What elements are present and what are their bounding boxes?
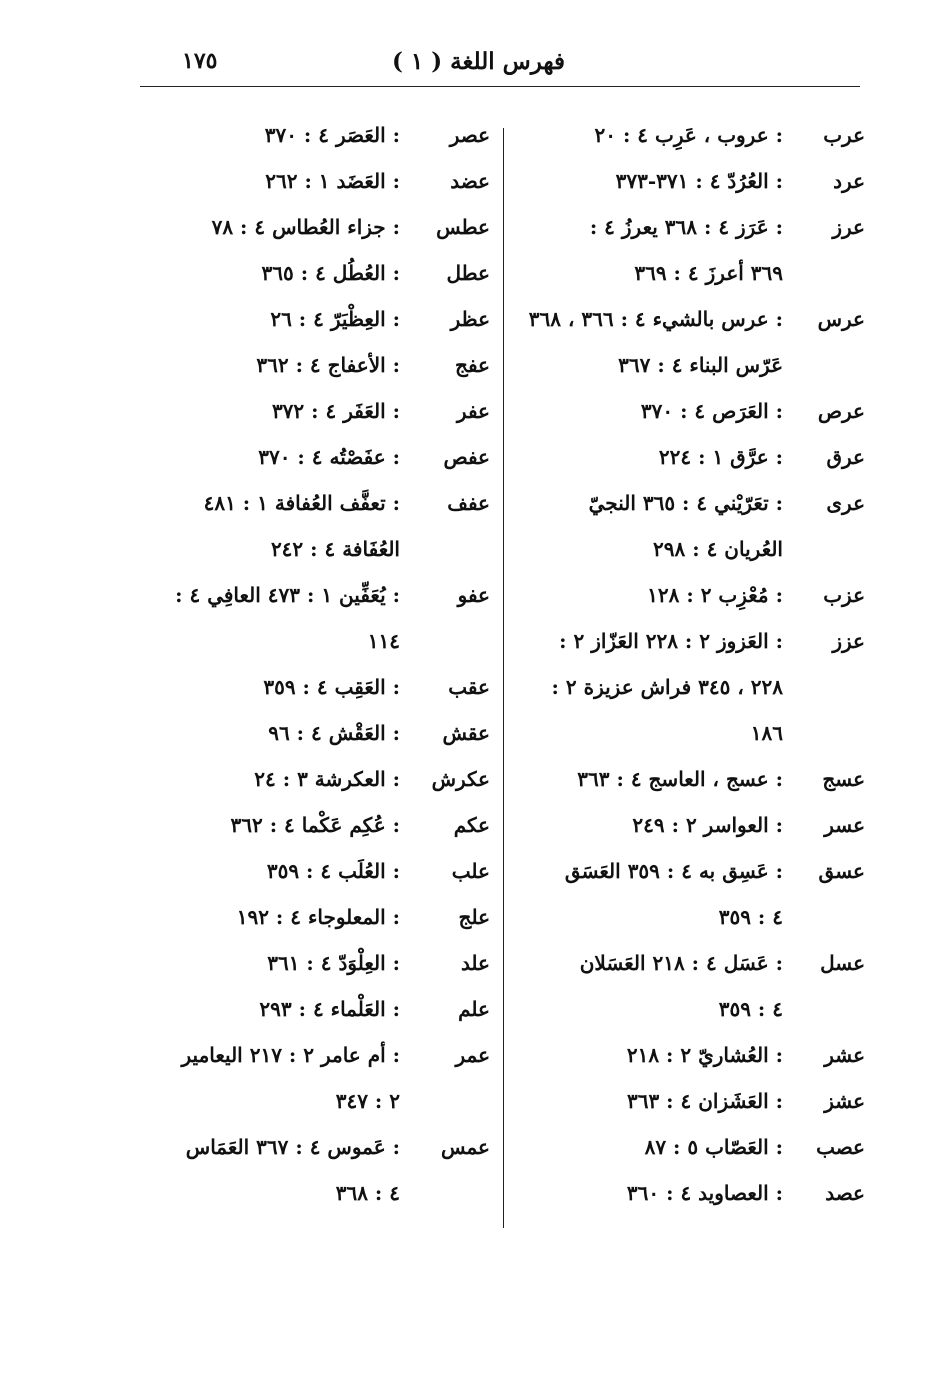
entry-row bbox=[520, 848, 865, 894]
entry-references: : عرَّق ١ : ٢٢٤ bbox=[658, 445, 783, 469]
entry-root-word: عصر bbox=[449, 123, 490, 147]
entry-row bbox=[140, 1032, 490, 1078]
entry-root-word: عسج bbox=[822, 767, 865, 791]
entry-root-word: عقب bbox=[448, 675, 490, 699]
entry-row bbox=[520, 480, 865, 526]
index-entry bbox=[140, 802, 490, 848]
index-entry bbox=[140, 388, 490, 434]
entry-references: : العِلْوَدّ ٤ : ٣٦١ bbox=[267, 951, 400, 975]
index-entry bbox=[520, 388, 865, 434]
index-entry bbox=[140, 112, 490, 158]
index-entry bbox=[520, 112, 865, 158]
entry-root-word: عسر bbox=[824, 813, 865, 837]
entry-row bbox=[140, 434, 490, 480]
entry-row bbox=[140, 664, 490, 710]
index-entry bbox=[140, 250, 490, 296]
entry-row bbox=[140, 388, 490, 434]
page-title: فهرس اللغة ( ١ ) bbox=[392, 48, 565, 75]
page-header bbox=[140, 48, 860, 88]
index-entry bbox=[140, 158, 490, 204]
header-rule bbox=[140, 86, 860, 87]
entry-root-word: عسل bbox=[820, 951, 865, 975]
entry-row bbox=[140, 894, 490, 940]
index-entry bbox=[520, 158, 865, 204]
index-entry bbox=[520, 296, 865, 388]
index-entry bbox=[520, 1078, 865, 1124]
entry-references-continued: ١١٤ bbox=[367, 629, 400, 653]
entry-row bbox=[140, 342, 490, 388]
entry-row bbox=[140, 710, 490, 756]
entry-row bbox=[140, 986, 490, 1032]
entry-row bbox=[520, 434, 865, 480]
entry-references-continued: ١٨٦ bbox=[750, 721, 783, 745]
entry-references: : عَسَل ٤ : ٢١٨ العَسَلان bbox=[579, 951, 783, 975]
entry-references: : العَشَزان ٤ : ٣٦٣ bbox=[626, 1089, 783, 1113]
entry-root-word: علب bbox=[451, 859, 490, 883]
entry-root-word: علج bbox=[458, 905, 490, 929]
index-entry bbox=[520, 480, 865, 572]
entry-references: : عسج ، العاسج ٤ : ٣٦٣ bbox=[577, 767, 783, 791]
entry-continuation-row bbox=[520, 894, 865, 940]
entry-references: : جزاء العُطاس ٤ : ٧٨ bbox=[211, 215, 400, 239]
entry-root-word: عرد bbox=[833, 169, 865, 193]
entry-references: : عفَصْتُه ٤ : ٣٧٠ bbox=[258, 445, 400, 469]
entry-references: : العَفَر ٤ : ٣٧٢ bbox=[271, 399, 400, 423]
entry-root-word: عرس bbox=[817, 307, 865, 331]
entry-references-continued: ٤ : ٣٥٩ bbox=[718, 997, 783, 1021]
entry-references: : العِظْيَرّ ٤ : ٢٦ bbox=[270, 307, 400, 331]
entry-row bbox=[140, 296, 490, 342]
entry-root-word: عفص bbox=[443, 445, 490, 469]
index-entry bbox=[520, 1032, 865, 1078]
entry-references: : العُطُل ٤ : ٣٦٥ bbox=[261, 261, 400, 285]
entry-root-word: عرز bbox=[832, 215, 865, 239]
index-entry bbox=[140, 342, 490, 388]
entry-references: : عروب ، عَرِب ٤ : ٢٠ bbox=[594, 123, 783, 147]
entry-references: : عرس بالشيء ٤ : ٣٦٦ ، ٣٦٨ bbox=[528, 307, 783, 331]
column-divider bbox=[503, 128, 504, 1228]
entry-references-continued: ٣٦٩ أعرزَ ٤ : ٣٦٩ bbox=[634, 261, 783, 285]
entry-row bbox=[520, 940, 865, 986]
page-number: ١٧٥ bbox=[182, 48, 218, 74]
entry-root-word: عرى bbox=[826, 491, 865, 515]
entry-root-word: عسق bbox=[818, 859, 865, 883]
index-entry bbox=[140, 1124, 490, 1216]
index-entry bbox=[140, 848, 490, 894]
entry-root-word: عطس bbox=[436, 215, 490, 239]
index-entry bbox=[520, 848, 865, 940]
entry-references-continued: العُفَافة ٤ : ٢٤٢ bbox=[270, 537, 400, 561]
entry-row bbox=[140, 480, 490, 526]
index-entry bbox=[520, 802, 865, 848]
entry-row bbox=[520, 1170, 865, 1216]
entry-root-word: عشر bbox=[824, 1043, 865, 1067]
entry-references: : العَقْش ٤ : ٩٦ bbox=[268, 721, 400, 745]
entry-row bbox=[140, 572, 490, 618]
entry-row bbox=[140, 1124, 490, 1170]
index-entry bbox=[140, 204, 490, 250]
entry-row bbox=[520, 1124, 865, 1170]
entry-root-word: عكم bbox=[453, 813, 490, 837]
index-entry bbox=[140, 940, 490, 986]
entry-root-word: عفو bbox=[457, 583, 490, 607]
entry-row bbox=[140, 940, 490, 986]
entry-row bbox=[520, 756, 865, 802]
entry-root-word: عطل bbox=[446, 261, 490, 285]
index-entry bbox=[520, 618, 865, 756]
entry-references: : العَرَص ٤ : ٣٧٠ bbox=[640, 399, 783, 423]
entry-references: : تعفَّف العُفافة ١ : ٤٨١ bbox=[203, 491, 400, 515]
index-entry bbox=[140, 894, 490, 940]
entry-references: : العكرشة ٣ : ٢٤ bbox=[254, 767, 400, 791]
entry-row bbox=[520, 204, 865, 250]
entry-continuation-row bbox=[520, 342, 865, 388]
entry-references-continued: ٢ : ٣٤٧ bbox=[335, 1089, 400, 1113]
entry-root-word: عظر bbox=[450, 307, 490, 331]
entry-root-word: عرص bbox=[817, 399, 865, 423]
entry-root-word: عرب bbox=[823, 123, 865, 147]
entry-references: : العُلَب ٤ : ٣٥٩ bbox=[266, 859, 400, 883]
entry-continuation-row bbox=[520, 250, 865, 296]
entry-root-word: عكرش bbox=[431, 767, 490, 791]
entry-continuation-row bbox=[520, 986, 865, 1032]
entry-root-word: عصب bbox=[816, 1135, 865, 1159]
entry-continuation-row bbox=[520, 710, 865, 756]
entry-references: : العصاويد ٤ : ٣٦٠ bbox=[626, 1181, 783, 1205]
index-entry bbox=[140, 572, 490, 664]
entry-root-word: عمس bbox=[441, 1135, 490, 1159]
index-entry bbox=[140, 434, 490, 480]
entry-references: : العَصّاب ٥ : ٨٧ bbox=[644, 1135, 783, 1159]
index-column-right bbox=[520, 112, 865, 1216]
entry-row bbox=[520, 802, 865, 848]
entry-root-word: عزز bbox=[832, 629, 865, 653]
entry-references: : أم عامر ٢ : ٢١٧ اليعامير bbox=[181, 1043, 400, 1067]
index-entry bbox=[140, 480, 490, 572]
entry-references-continued: عَرّس البناء ٤ : ٣٦٧ bbox=[618, 353, 783, 377]
entry-references: : عَموس ٤ : ٣٦٧ العَمَاس bbox=[185, 1135, 400, 1159]
entry-root-word: عزب bbox=[823, 583, 865, 607]
index-entry bbox=[520, 940, 865, 1032]
entry-row bbox=[520, 296, 865, 342]
entry-references: : العَقِب ٤ : ٣٥٩ bbox=[263, 675, 400, 699]
entry-row bbox=[140, 848, 490, 894]
entry-row bbox=[140, 158, 490, 204]
entry-references: : مُعْزِب ٢ : ١٢٨ bbox=[647, 583, 783, 607]
index-entry bbox=[520, 756, 865, 802]
entry-row bbox=[520, 388, 865, 434]
index-entry bbox=[140, 986, 490, 1032]
entry-root-word: عضد bbox=[450, 169, 490, 193]
entry-root-word: عرق bbox=[826, 445, 865, 469]
entry-references: : الأعفاج ٤ : ٣٦٢ bbox=[256, 353, 400, 377]
entry-references: : العَصَر ٤ : ٣٧٠ bbox=[264, 123, 400, 147]
index-entry bbox=[140, 756, 490, 802]
index-entry bbox=[140, 296, 490, 342]
entry-references: : العَزوز ٢ : ٢٢٨ العَزّاز ٢ : bbox=[559, 629, 783, 653]
entry-references-continued: ٤ : ٣٥٩ bbox=[718, 905, 783, 929]
entry-references: : العَضَد ١ : ٢٦٢ bbox=[265, 169, 400, 193]
entry-references: : تعَرّيْني ٤ : ٣٦٥ النجيّ bbox=[588, 491, 783, 515]
entry-row bbox=[520, 618, 865, 664]
entry-references: : العَلْماء ٤ : ٢٩٣ bbox=[259, 997, 400, 1021]
entry-references: : العواسر ٢ : ٢٤٩ bbox=[632, 813, 783, 837]
index-entry bbox=[140, 1032, 490, 1124]
index-entry bbox=[140, 664, 490, 710]
index-entry bbox=[140, 710, 490, 756]
entry-row bbox=[140, 802, 490, 848]
entry-root-word: عفج bbox=[455, 353, 490, 377]
entry-row bbox=[520, 572, 865, 618]
entry-root-word: عفف bbox=[447, 491, 490, 515]
index-entry bbox=[520, 1124, 865, 1170]
entry-references-continued: ٤ : ٣٦٨ bbox=[335, 1181, 400, 1205]
entry-root-word: عفر bbox=[456, 399, 490, 423]
entry-root-word: عصد bbox=[825, 1181, 865, 1205]
entry-row bbox=[140, 250, 490, 296]
entry-continuation-row bbox=[140, 1170, 490, 1216]
entry-continuation-row bbox=[520, 526, 865, 572]
index-entry bbox=[520, 204, 865, 296]
entry-references: : المعلوجاء ٤ : ١٩٢ bbox=[236, 905, 400, 929]
entry-references: : عَسِق به ٤ : ٣٥٩ العَسَق bbox=[564, 859, 783, 883]
entry-references: : عَرَز ٤ : ٣٦٨ يعرزُ ٤ : bbox=[589, 215, 783, 239]
entry-root-word: علد bbox=[460, 951, 490, 975]
entry-continuation-row bbox=[140, 618, 490, 664]
index-entry bbox=[520, 572, 865, 618]
entry-references: : العُرُدّ ٤ : ٣٧١-٣٧٣ bbox=[615, 169, 783, 193]
entry-root-word: عقش bbox=[442, 721, 490, 745]
entry-continuation-row bbox=[140, 526, 490, 572]
index-entry bbox=[520, 1170, 865, 1216]
entry-row bbox=[520, 112, 865, 158]
index-entry bbox=[520, 434, 865, 480]
entry-row bbox=[140, 204, 490, 250]
entry-references: : العُشاريّ ٢ : ٢١٨ bbox=[626, 1043, 783, 1067]
entry-references-continued: العُريان ٤ : ٢٩٨ bbox=[653, 537, 783, 561]
entry-row bbox=[520, 1032, 865, 1078]
entry-continuation-row bbox=[520, 664, 865, 710]
entry-root-word: عمر bbox=[455, 1043, 490, 1067]
entry-row bbox=[520, 158, 865, 204]
entry-references-continued: ٢٢٨ ، ٣٤٥ فراش عزيزة ٢ : bbox=[551, 675, 783, 699]
entry-root-word: علم bbox=[458, 997, 490, 1021]
entry-root-word: عشز bbox=[824, 1089, 865, 1113]
entry-row bbox=[140, 112, 490, 158]
entry-row bbox=[520, 1078, 865, 1124]
entry-row bbox=[140, 756, 490, 802]
entry-references: : عُكِم عَكْما ٤ : ٣٦٢ bbox=[230, 813, 400, 837]
entry-references: : يُعَفِّين ١ : ٤٧٣ العافِي ٤ : bbox=[175, 583, 400, 607]
entry-continuation-row bbox=[140, 1078, 490, 1124]
index-column-left bbox=[140, 112, 490, 1216]
